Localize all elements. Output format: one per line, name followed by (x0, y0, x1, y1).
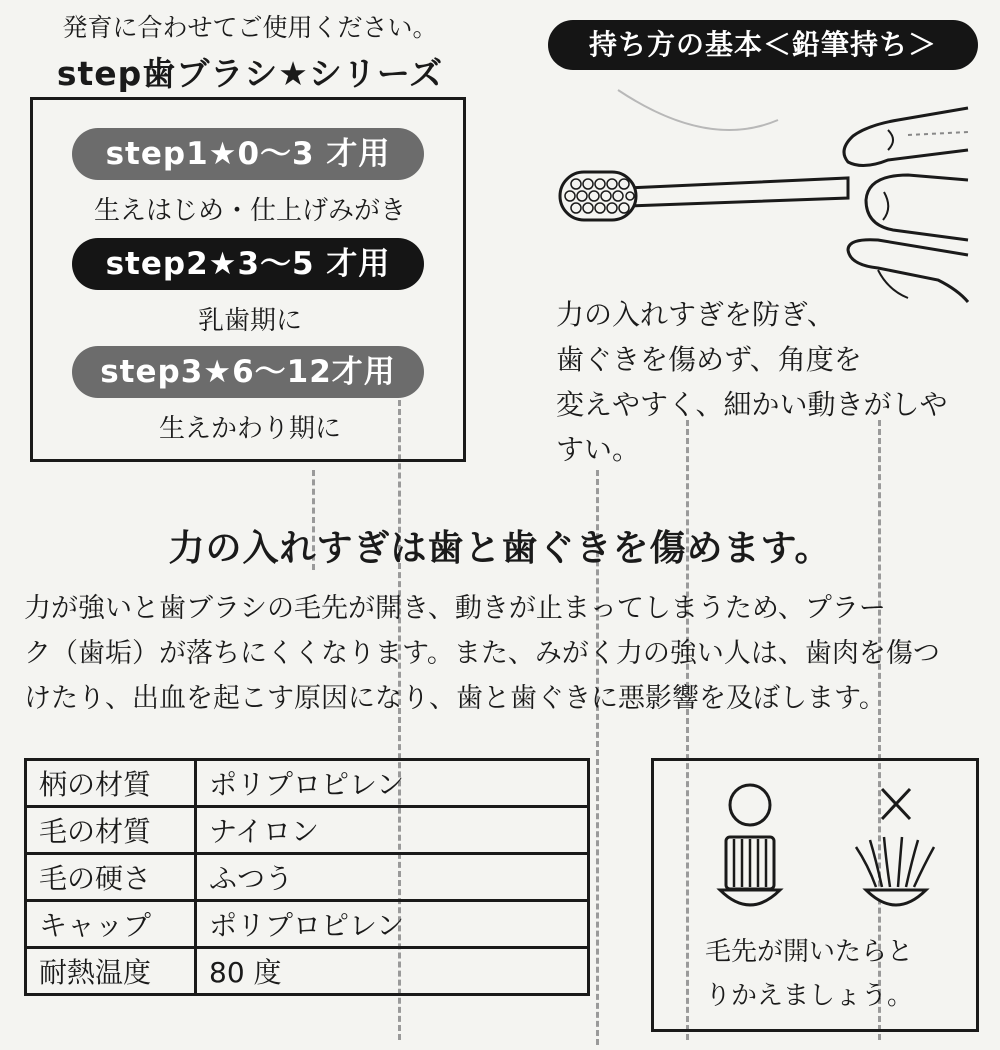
spec-label: 柄の材質 (26, 760, 196, 807)
holding-line: 力の入れすぎを防ぎ、 (556, 298, 835, 331)
bad-brush-icon (856, 837, 934, 905)
good-brush-icon (720, 837, 780, 905)
paragraph-line: 力が強いと歯ブラシの毛先が開き、動きが止まってしまうため、プラー (24, 593, 886, 624)
holding-title: 持ち方の基本＜鉛筆持ち＞ (548, 20, 978, 70)
series-title: step歯ブラシ★シリーズ (56, 54, 444, 93)
step1-badge: step1★0〜3 才用 (72, 128, 424, 180)
spec-table (24, 758, 590, 996)
step1-description: 生えはじめ・仕上げみがき (93, 196, 406, 226)
table-row (26, 854, 589, 901)
spec-label: 耐熱温度 (26, 948, 196, 995)
step2-badge: step2★3〜5 才用 (72, 238, 424, 290)
spec-label: 毛の硬さ (26, 854, 196, 901)
spec-label: キャップ (26, 901, 196, 948)
pencil-grip-illustration (548, 80, 988, 310)
step2-description: 乳歯期に (197, 306, 302, 336)
usage-note: 発育に合わせてご使用ください。 (62, 13, 438, 42)
replacement-line: 毛先が開いたらと (705, 937, 914, 967)
spec-value: 80 度 (196, 948, 589, 995)
table-row (26, 760, 589, 807)
spec-value: ポリプロピレン (196, 760, 589, 807)
step3-badge: step3★6〜12才用 (72, 346, 424, 398)
spec-label: 毛の材質 (26, 807, 196, 854)
spec-value: ポリプロピレン (196, 901, 589, 948)
bristle-comparison-illustration (700, 775, 960, 935)
step3-description: 生えかわり期に (158, 414, 341, 444)
paragraph-line: けたり、出血を起こす原因になり、歯と歯ぐきに悪影響を及ぼします。 (24, 683, 886, 714)
table-row (26, 948, 589, 995)
table-row (26, 807, 589, 854)
holding-line: 変えやすく、細かい動きがしや (556, 388, 948, 421)
holding-line: 歯ぐきを傷めず、角度を (556, 343, 862, 376)
bad-mark-icon (882, 789, 910, 819)
warning-headline: 力の入れすぎは歯と歯ぐきを傷めます。 (168, 528, 832, 569)
good-mark-icon (730, 785, 770, 825)
spec-value: ふつう (196, 854, 589, 901)
holding-description (556, 292, 996, 472)
replacement-line: りかえましょう。 (705, 981, 914, 1011)
holding-line: すい。 (556, 433, 641, 466)
paragraph-line: ク（歯垢）が落ちにくくなります。また、みがく力の強い人は、歯肉を傷つ (24, 638, 940, 669)
spec-value: ナイロン (196, 807, 589, 854)
replacement-note (705, 930, 975, 1018)
warning-paragraph (24, 586, 984, 721)
table-row (26, 901, 589, 948)
